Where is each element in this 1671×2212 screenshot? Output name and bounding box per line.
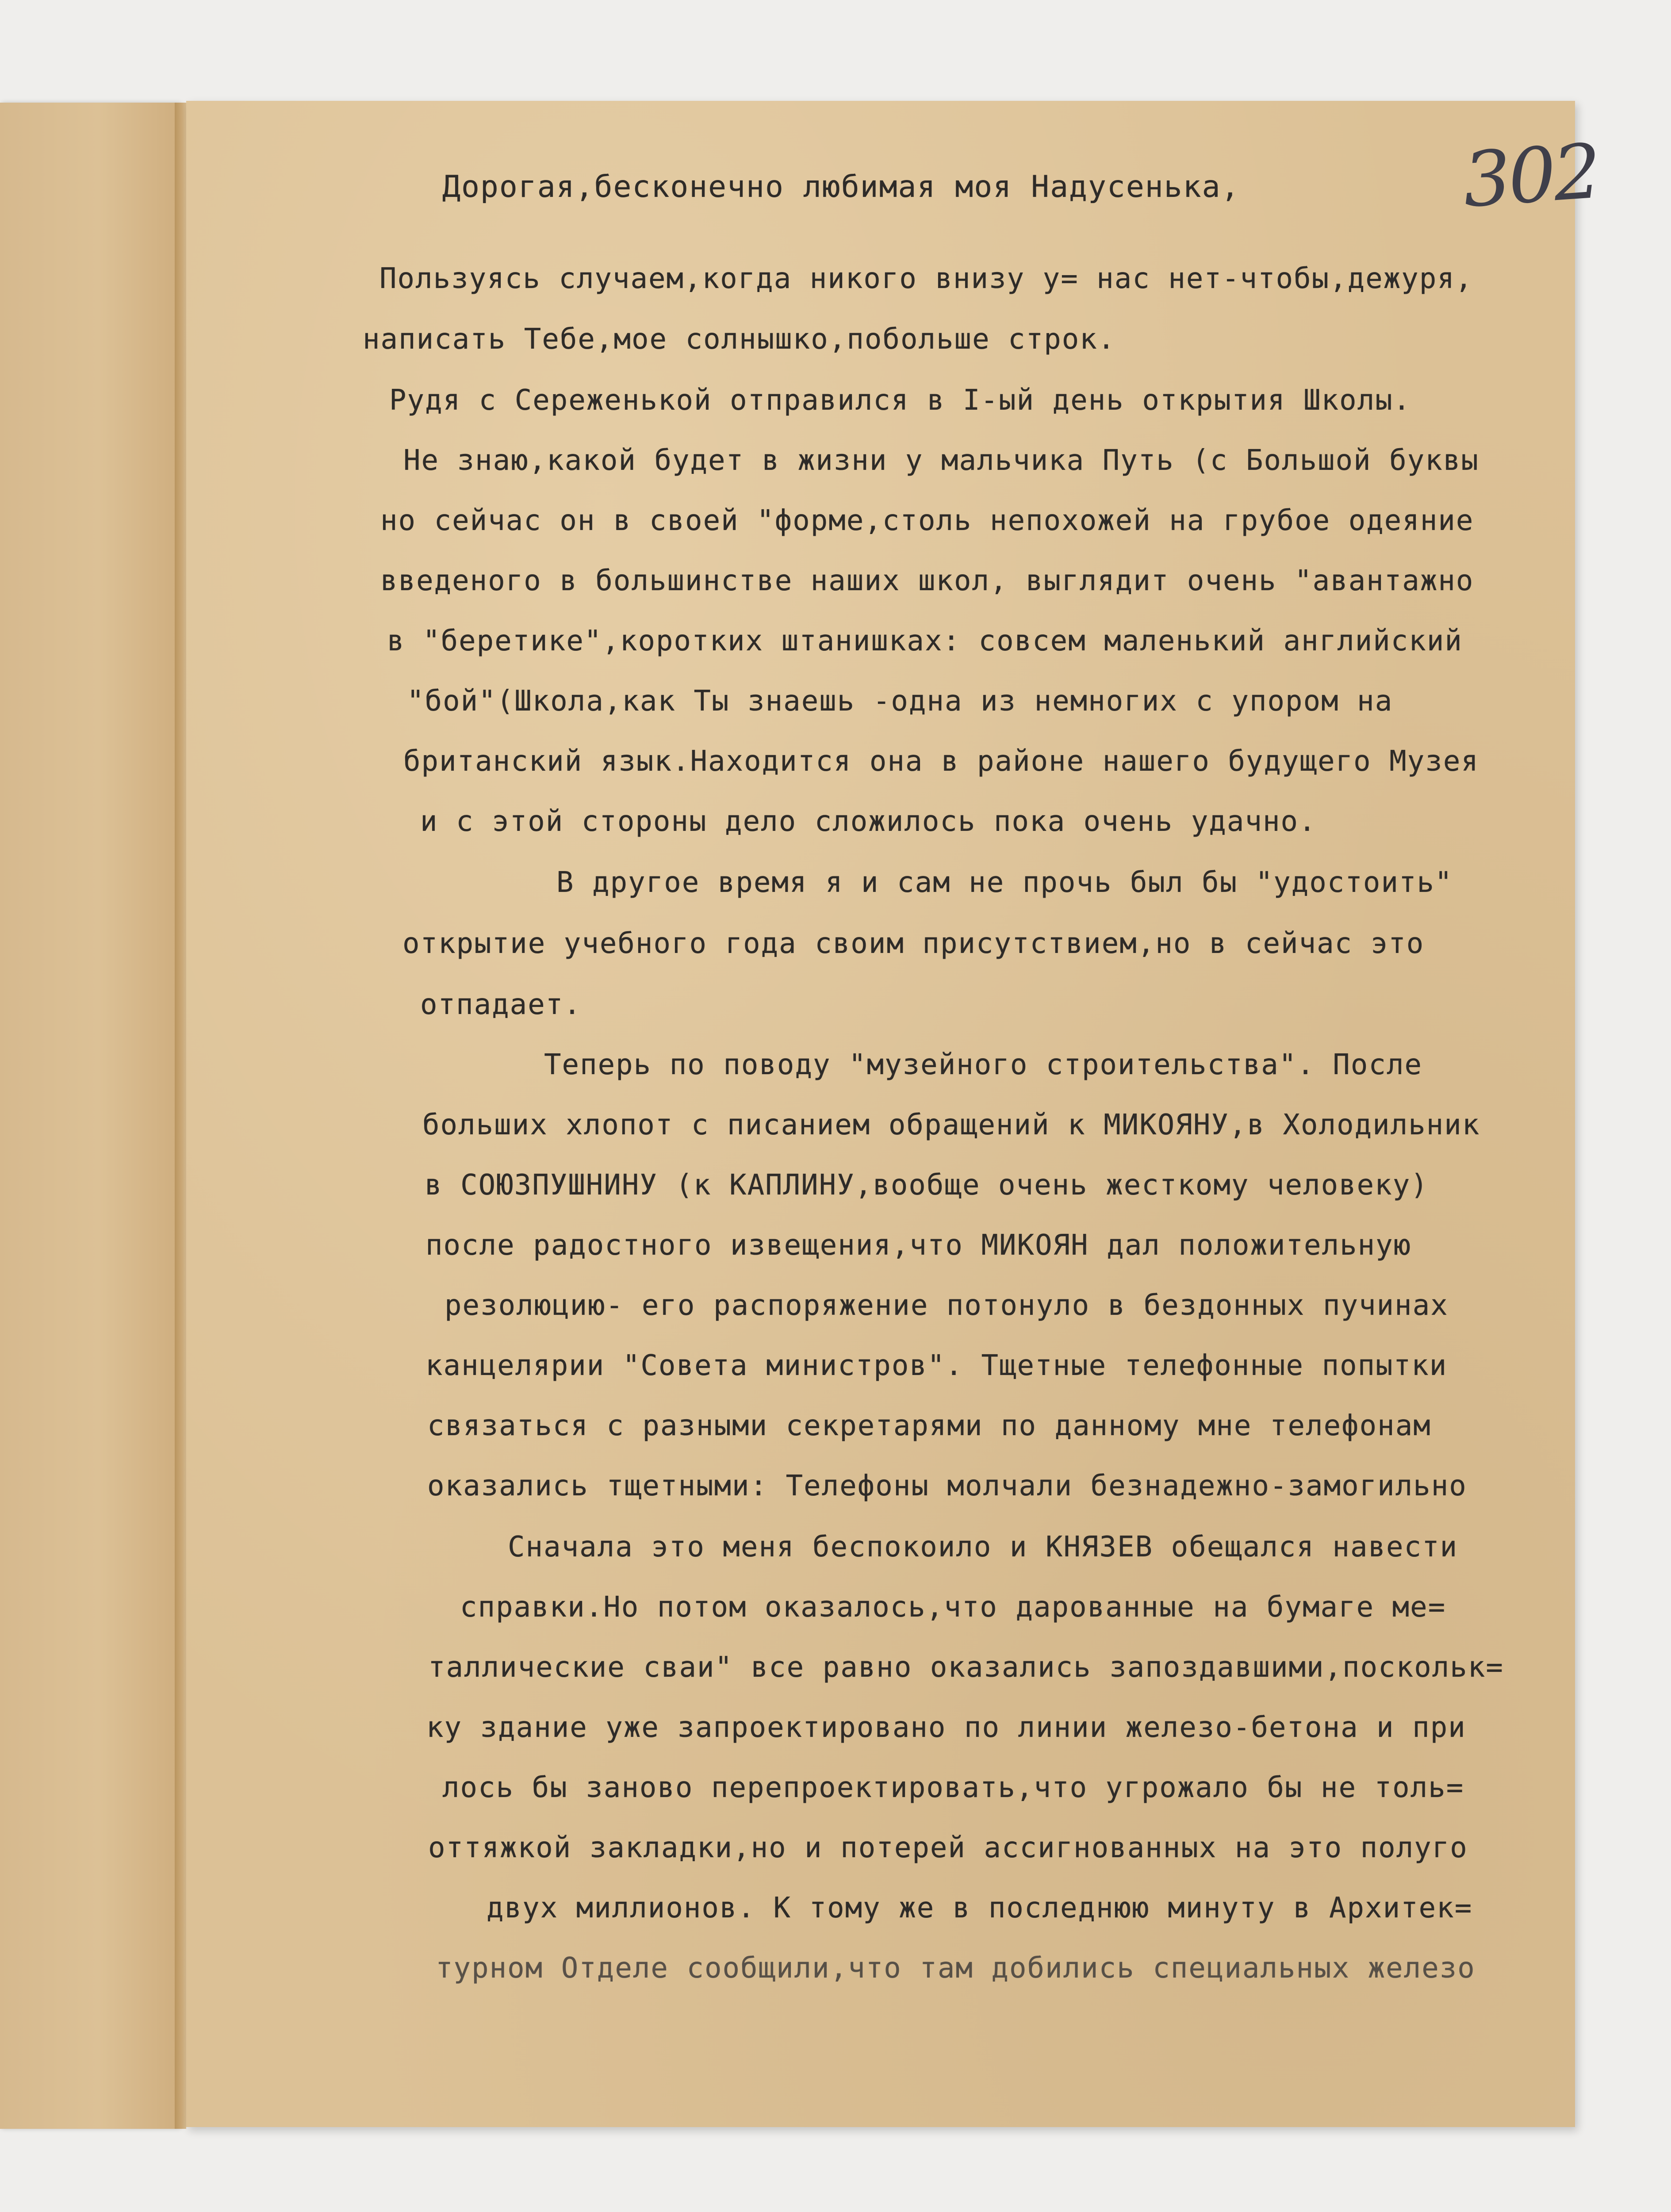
page-gutter xyxy=(175,103,186,2129)
letter-line: написать Тебе,мое солнышко,побольше строк. xyxy=(363,323,1116,356)
letter-line: и с этой стороны дело сложилось пока очень удачно. xyxy=(420,805,1317,838)
letter-line: канцелярии "Совета министров". Тщетные телефонные попытки xyxy=(425,1349,1448,1382)
left-facing-page xyxy=(0,103,179,2129)
letter-line: турном Отделе сообщили,что там добились специальных железо xyxy=(436,1952,1476,1985)
letter-line: после радостного извещения,что МИКОЯН дал положительную xyxy=(425,1229,1412,1262)
letter-line: Рудя с Сереженькой отправился в I-ый день открытия Школы. xyxy=(389,384,1411,417)
letter-line: открытие учебного года своим присутствием,но в сейчас это xyxy=(402,927,1425,960)
letter-line: Теперь по поводу "музейного строительства". После xyxy=(544,1048,1423,1081)
letter-line: "бой"(Школа,как Ты знаешь -одна из немногих с упором на xyxy=(407,685,1393,718)
letter-line: введеного в большинстве наших школ, выглядит очень "авантажно xyxy=(380,565,1474,597)
letter-line: в СОЮЗПУШНИНУ (к КАПЛИНУ,вообще очень жесткому человеку) xyxy=(425,1169,1429,1202)
letter-line: оттяжкой закладки,но и потерей ассигнованных на это полуго xyxy=(428,1832,1468,1864)
letter-line: британский язык.Находится она в районе нашего будущего Музея xyxy=(403,745,1479,778)
letter-line: ку здание уже запроектировано по линии железо-бетона и при xyxy=(426,1711,1466,1744)
letter-line: Пользуясь случаем,когда никого внизу у= нас нет-чтобы,дежуря, xyxy=(379,262,1473,295)
letter-line: в "беретике",коротких штанишках: совсем маленький английский xyxy=(387,625,1463,657)
letter-line: связаться с разными секретарями по данному мне телефонам xyxy=(427,1409,1431,1442)
letter-line: справки.Но потом оказалось,что дарованные на бумаге ме= xyxy=(460,1591,1446,1624)
letter-line: двух миллионов. К тому же в последнюю минуту в Архитек= xyxy=(487,1892,1473,1924)
letter-line: больших хлопот с писанием обращений к МИКОЯНУ,в Холодильник xyxy=(422,1109,1480,1141)
letter-line: лось бы заново перепроектировать,что угрожало бы не толь= xyxy=(442,1771,1464,1804)
letter-salutation: Дорогая,бесконечно любимая моя Надусенька, xyxy=(442,169,1240,204)
letter-line: В другое время я и сам не прочь был бы "удостоить" xyxy=(556,866,1453,899)
letter-line: Сначала это меня беспокоило и КНЯЗЕВ обещался навести xyxy=(508,1531,1458,1563)
letter-line: таллические сваи" все равно оказались запоздавшими,поскольк= xyxy=(428,1651,1504,1684)
letter-line: но сейчас он в своей "форме,столь непохожей на грубое одеяние xyxy=(380,504,1474,537)
letter-line: оказались тщетными: Телефоны молчали безнадежно-замогильно xyxy=(427,1470,1467,1502)
letter-line: Не знаю,какой будет в жизни у мальчика Путь (с Большой буквы xyxy=(403,444,1479,477)
letter-line: резолюцию- его распоряжение потонуло в бездонных пучинах xyxy=(445,1289,1449,1322)
letter-line: отпадает. xyxy=(420,988,582,1021)
folio-number: 302 xyxy=(1460,127,1602,225)
